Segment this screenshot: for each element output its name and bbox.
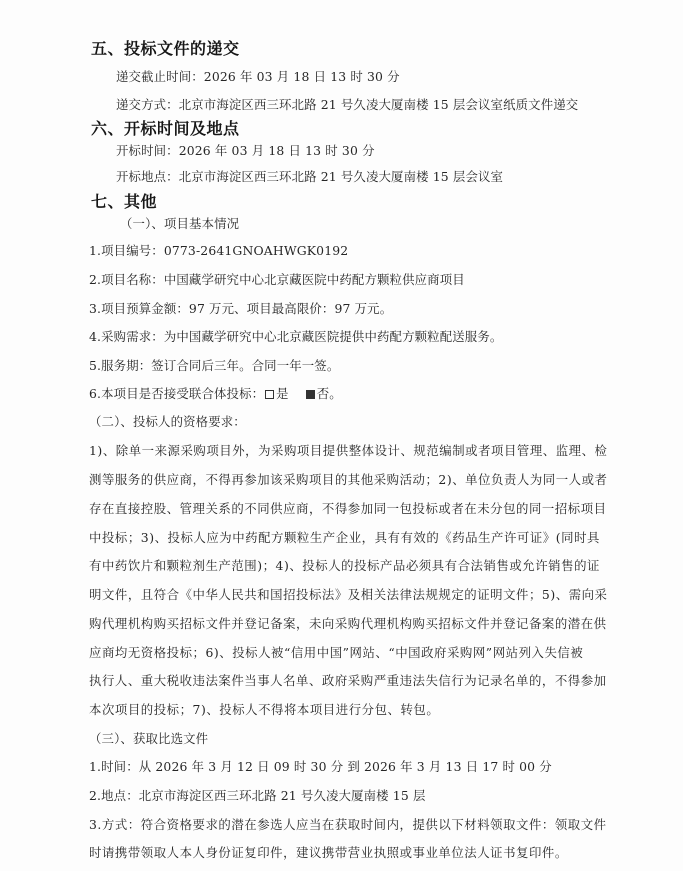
subsection-title-obtain-documents: （三）、获取比选文件 [89,731,209,746]
consortium-bid-label: 6.本项目是否接受联合体投标： [89,386,265,401]
consortium-bid-line [89,384,342,402]
qualification-line: 应商均无资格投标；6)、投标人被“信用中国”网站、“中国政府采购网”网站列入失信被 [89,645,584,660]
qualification-line: 存在直接控股、管理关系的不同供应商，不得参加同一包投标或者在未分包的同一招标项目 [89,501,607,516]
obtain-place: 2.地点：北京市海淀区西三环北路 21 号久凌大厦南楼 15 层 [89,788,426,803]
option-no-label: 否。 [316,386,342,401]
option-yes-label: 是 [276,386,289,401]
obtain-method-continued: 时请携带领取人本人身份证复印件，建议携带营业执照或事业单位法人证书复印件。 [89,845,568,860]
obtain-method: 3.方式：符合资格要求的潜在参选人应当在获取时间内，提供以下材料领取文件：领取文件 [89,817,607,832]
qualification-line: 本次项目的投标；7)、投标人不得将本项目进行分包、转包。 [89,702,440,717]
qualification-line: 执行人、重大税收违法案件当事人名单、政府采购严重违法失信行为记录名单的，不得参加 [89,673,607,688]
qualification-line: 中投标；3)、投标人应为中药配方颗粒生产企业，具有有效的《药品生产许可证》(同时具 [89,530,600,545]
obtain-time: 1.时间：从 2026 年 3 月 12 日 09 时 30 分 到 2026 年 3 月 13 日 17 时 00 分 [89,759,552,774]
qualification-line: 测等服务的供应商，不得再参加该采购项目的其他采购活动；2)、单位负责人为同一人或者 [89,472,608,487]
service-period: 5.服务期：签订合同后三年。合同一年一签。 [89,358,340,373]
checkbox-no-checked [306,390,315,399]
qualification-line: 有中药饮片和颗粒剂生产范围)；4)、投标人的投标产品必须具有合法销售或允许销售的证 [89,558,600,573]
qualification-line: 1)、除单一来源采购项目外，为采购项目提供整体设计、规范编制或者项目管理、监理、检 [89,443,608,458]
qualification-line: 明文件，且符合《中华人民共和国招投标法》及相关法律法规规定的证明文件；5)、需向采 [89,587,608,602]
subsection-title-project-info: （一）、项目基本情况 [120,216,240,231]
bid-opening-place: 开标地点：北京市海淀区西三环北路 21 号久凌大厦南楼 15 层会议室 [116,169,504,184]
project-budget: 3.项目预算金额：97 万元、项目最高限价：97 万元。 [89,301,393,316]
submission-method: 递交方式：北京市海淀区西三环北路 21 号久凌大厦南楼 15 层会议室纸质文件递交 [116,97,579,112]
section-heading-other: 七、其他 [91,192,158,211]
qualification-line: 购代理机构购买招标文件并登记备案，未向采购代理机构购买招标文件并登记备案的潜在供 [89,616,607,631]
procurement-requirement: 4.采购需求：为中国藏学研究中心北京藏医院提供中药配方颗粒配送服务。 [89,329,503,344]
checkbox-yes-unchecked [265,390,274,399]
submission-deadline: 递交截止时间：2026 年 03 月 18 日 13 时 30 分 [116,69,400,84]
project-number: 1.项目编号：0773-2641GNOAHWGK0192 [89,243,349,258]
project-name: 2.项目名称：中国藏学研究中心北京藏医院中药配方颗粒供应商项目 [89,272,465,287]
section-heading-bid-opening: 六、开标时间及地点 [91,119,240,138]
bid-opening-time: 开标时间：2026 年 03 月 18 日 13 时 30 分 [116,143,375,158]
section-heading-bid-submission: 五、投标文件的递交 [91,39,240,58]
subsection-title-qualifications: （二）、投标人的资格要求： [89,414,246,429]
